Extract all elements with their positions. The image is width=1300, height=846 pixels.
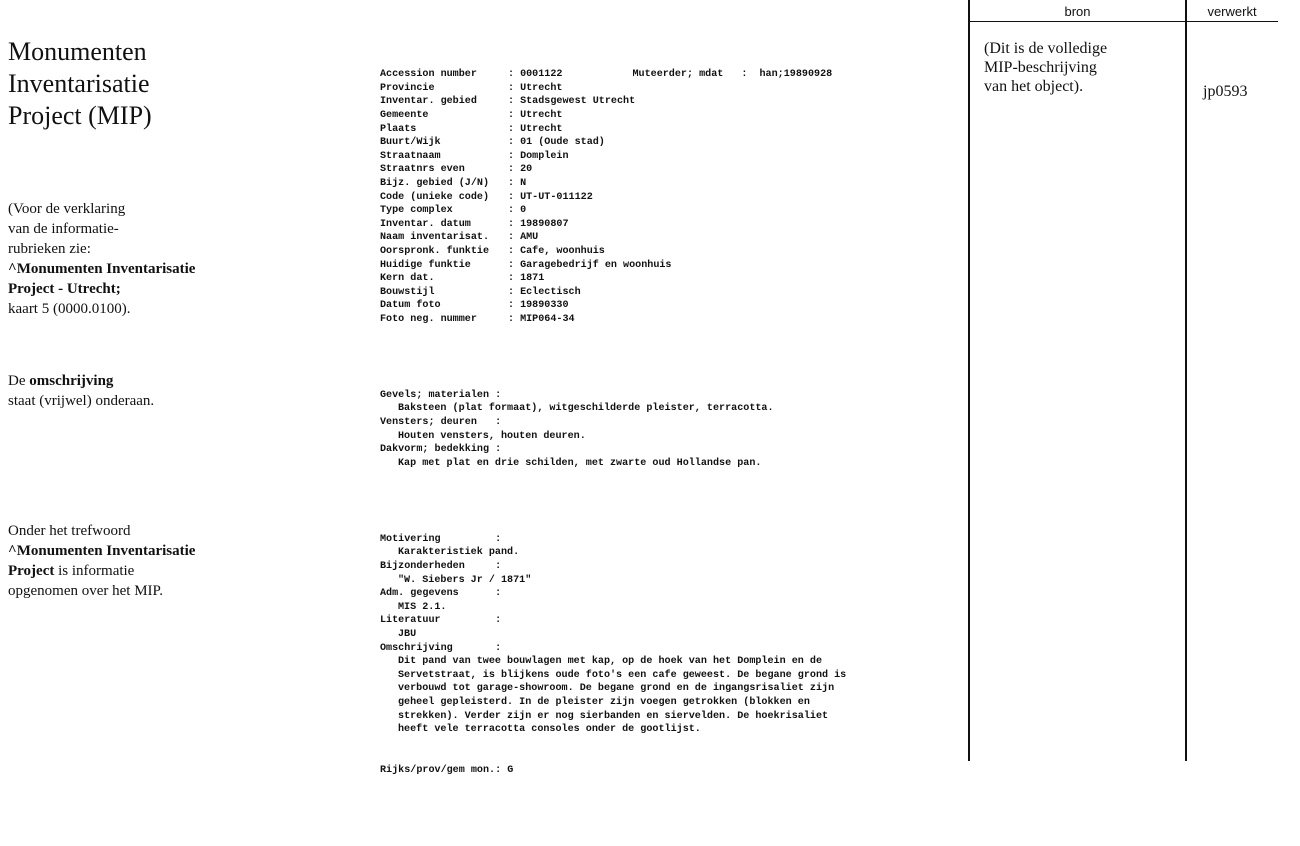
- record-field-row: Gemeente : Utrecht: [380, 109, 563, 121]
- section-heading: Vensters; deuren :: [380, 417, 502, 429]
- reference-link[interactable]: ^Monumenten Inventarisatie: [8, 261, 196, 277]
- record-field-row: Bijz. gebied (J/N) : N: [380, 177, 527, 189]
- note-line: Project is informatie: [8, 563, 135, 579]
- table-header-rule: [968, 21, 1278, 22]
- section-text-line: JBU: [398, 628, 417, 640]
- section-text-line: strekken). Verder zijn er nog sierbanden en siervelden. De hoekrisaliet: [398, 710, 829, 722]
- section-body: [380, 628, 955, 642]
- section-body: [380, 655, 955, 737]
- record-field-row: Inventar. gebied : Stadsgewest Utrecht: [380, 96, 636, 108]
- record-sections-materials: [380, 389, 955, 471]
- reference-link-cont[interactable]: Project - Utrecht;: [8, 281, 121, 297]
- field-key: Gemeente: [380, 109, 429, 121]
- record-field-row: Oorspronk. funktie : Cafe, woonhuis: [380, 245, 605, 257]
- section-text-line: Baksteen (plat formaat), witgeschilderde pleister, terracotta.: [398, 403, 774, 415]
- note-line: rubrieken zie:: [8, 241, 91, 257]
- section-heading: Literatuur :: [380, 615, 502, 627]
- field-value: AMU: [520, 232, 539, 244]
- column-header-verwerkt: verwerkt: [1207, 4, 1257, 19]
- section-heading: Bijzonderheden :: [380, 560, 502, 572]
- section-body: [380, 574, 955, 588]
- record-field-row: Accession number : 0001122 Muteerder; mdat : han;19890928: [380, 69, 833, 81]
- field-value: UT-UT-011122: [520, 191, 593, 203]
- note-line: staat (vrijwel) onderaan.: [8, 393, 155, 409]
- section-heading: Gevels; materialen :: [380, 389, 502, 401]
- bron-cell: [984, 39, 1184, 96]
- section-body: [380, 430, 955, 444]
- section-text-line: verbouwd tot garage-showroom. De begane grond en de ingangsrisaliet zijn: [398, 683, 835, 695]
- section-text-line: Houten vensters, houten deuren.: [398, 430, 586, 442]
- field-value: 19890330: [520, 300, 569, 312]
- field-value: Domplein: [520, 150, 569, 162]
- note-line: van de informatie-: [8, 221, 119, 237]
- field-value: 0001122: [520, 69, 563, 81]
- record-field-row: Naam inventarisat. : AMU: [380, 232, 539, 244]
- field-value: Eclectisch: [520, 286, 581, 298]
- note-line: Onder het trefwoord: [8, 523, 131, 539]
- reference-note: [8, 199, 270, 319]
- field-key: Code (unieke code): [380, 191, 490, 203]
- field-value: Garagebedrijf en woonhuis: [520, 259, 672, 271]
- field-value: 0: [520, 205, 527, 217]
- section-heading: Adm. gegevens :: [380, 588, 502, 600]
- field-key: Oorspronk. funktie: [380, 245, 490, 257]
- record-field-row: Straatnrs even : 20: [380, 164, 533, 176]
- field-key: Inventar. gebied: [380, 96, 477, 108]
- section-text-line: heeft vele terracotta consoles onder de gootlijst.: [398, 724, 701, 736]
- monument-status: Rijks/prov/gem mon.: G: [380, 764, 514, 776]
- field-key: Straatnaam: [380, 150, 441, 162]
- field-key: Bouwstijl: [380, 286, 435, 298]
- field-value: Stadsgewest Utrecht: [520, 96, 636, 108]
- field-key: Accession number: [380, 69, 477, 81]
- note-line: De omschrijving: [8, 373, 114, 389]
- field-value: 20: [520, 164, 533, 176]
- record-field-row: Type complex : 0: [380, 205, 527, 217]
- field-key: Inventar. datum: [380, 218, 471, 230]
- table-border-middle: [1185, 0, 1187, 761]
- title-line-2: Inventarisatie: [8, 69, 150, 98]
- field-key: Straatnrs even: [380, 164, 465, 176]
- field-key: Buurt/Wijk: [380, 137, 441, 149]
- mutator-value: han;19890928: [759, 69, 833, 81]
- section-text-line: "W. Siebers Jr / 1871": [398, 574, 532, 586]
- note-line: kaart 5 (0000.0100).: [8, 301, 131, 317]
- record-field-row: Kern dat. : 1871: [380, 273, 545, 285]
- record-field-row: Plaats : Utrecht: [380, 123, 563, 135]
- section-body: [380, 402, 955, 416]
- section-heading: Omschrijving :: [380, 642, 502, 654]
- field-key: Foto neg. nummer: [380, 313, 477, 325]
- column-header-bron: bron: [1064, 4, 1091, 19]
- section-heading: Motivering :: [380, 533, 502, 545]
- field-key: Naam inventarisat.: [380, 232, 490, 244]
- record-field-row: Datum foto : 19890330: [380, 300, 569, 312]
- section-body: [380, 457, 955, 471]
- section-text-line: Kap met plat en drie schilden, met zwarte oud Hollandse pan.: [398, 457, 762, 469]
- keyword-link[interactable]: ^Monumenten Inventarisatie: [8, 543, 196, 559]
- bron-line: (Dit is de volledige: [984, 40, 1108, 57]
- field-value: Cafe, woonhuis: [520, 245, 605, 257]
- field-value: Utrecht: [520, 109, 563, 121]
- record-field-row: Foto neg. nummer : MIP064-34: [380, 313, 575, 325]
- field-key: Plaats: [380, 123, 417, 135]
- field-value: MIP064-34: [520, 313, 575, 325]
- bron-line: MIP-beschrijving: [984, 59, 1097, 76]
- mip-record: [380, 41, 955, 791]
- section-text-line: Servetstraat, is blijkens oude foto's een cafe geweest. De begane grond is: [398, 669, 847, 681]
- field-value: 19890807: [520, 218, 569, 230]
- section-body: [380, 546, 955, 560]
- bron-line: van het object).: [984, 78, 1084, 95]
- section-text-line: MIS 2.1.: [398, 601, 447, 613]
- table-border-left: [968, 0, 970, 761]
- record-field-row: Provincie : Utrecht: [380, 82, 563, 94]
- section-body: [380, 601, 955, 615]
- section-heading: Dakvorm; bedekking :: [380, 444, 502, 456]
- record-field-row: Bouwstijl : Eclectisch: [380, 286, 581, 298]
- note-line: (Voor de verklaring: [8, 201, 126, 217]
- field-key: Bijz. gebied (J/N): [380, 177, 490, 189]
- title-line-1: Monumenten: [8, 37, 147, 66]
- record-field-row: Straatnaam : Domplein: [380, 150, 569, 162]
- page-title: [8, 36, 268, 132]
- field-value: Utrecht: [520, 82, 563, 94]
- mutator-label: Muteerder; mdat: [632, 69, 724, 81]
- note-line: opgenomen over het MIP.: [8, 583, 163, 599]
- field-value: Utrecht: [520, 123, 563, 135]
- field-key: Datum foto: [380, 300, 441, 312]
- field-key: Kern dat.: [380, 273, 435, 285]
- section-text-line: Karakteristiek pand.: [398, 547, 520, 559]
- verwerkt-cell: jp0593: [1203, 83, 1248, 100]
- field-value: N: [520, 177, 527, 189]
- title-line-3: Project (MIP): [8, 101, 152, 130]
- record-field-row: Code (unieke code) : UT-UT-011122: [380, 191, 593, 203]
- field-value: 01 (Oude stad): [520, 137, 605, 149]
- section-text-line: Dit pand van twee bouwlagen met kap, op de hoek van het Domplein en de: [398, 656, 823, 668]
- keyword-note: [8, 521, 270, 601]
- description-note: [8, 371, 270, 411]
- record-field-row: Huidige funktie : Garagebedrijf en woonhuis: [380, 259, 672, 271]
- field-key: Provincie: [380, 82, 435, 94]
- field-key: Type complex: [380, 205, 453, 217]
- record-sections-description: [380, 533, 955, 737]
- record-fields: [380, 68, 955, 326]
- field-value: 1871: [520, 273, 545, 285]
- field-key: Huidige funktie: [380, 259, 471, 271]
- section-text-line: geheel gepleisterd. In de pleister zijn voegen getrokken (blokken en: [398, 696, 810, 708]
- record-field-row: Buurt/Wijk : 01 (Oude stad): [380, 137, 605, 149]
- record-field-row: Inventar. datum : 19890807: [380, 218, 569, 230]
